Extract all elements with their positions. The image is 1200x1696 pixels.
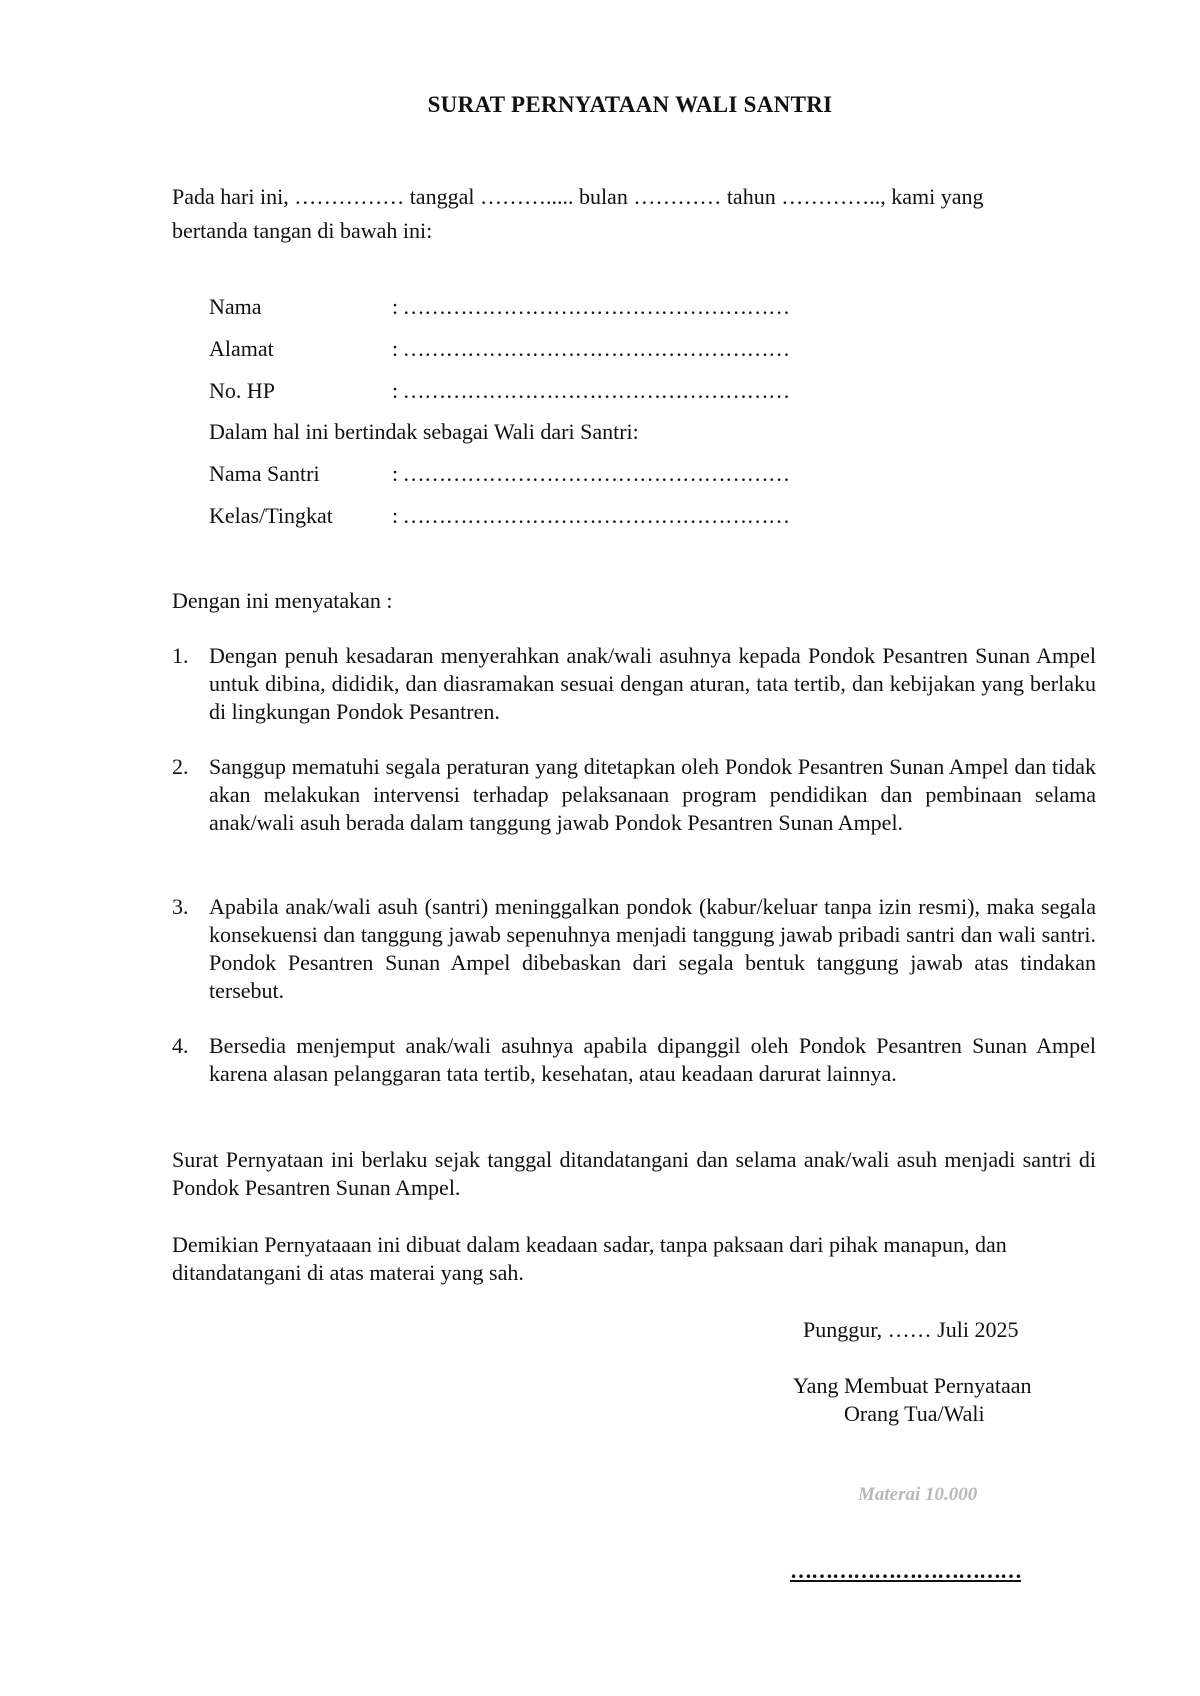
place-date: Punggur, …… Juli 2025 (803, 1317, 1019, 1342)
field-value-nama-santri: : ……………………………………………… (392, 461, 790, 486)
item-text: Bersedia menjemput anak/wali asuhnya apabila dipanggil oleh Pondok Pesantren Sunan Ampel karena alasan pelanggaran tata tertib, kesehatan, atau keadaan darurat lainnya. (209, 1033, 1096, 1086)
wali-note: Dalam hal ini bertindak sebagai Wali dari Santri: (209, 419, 639, 444)
validity-paragraph: Surat Pernyataan ini berlaku sejak tanggal ditandatangani dan selama anak/wali asuh menjadi santri di Pondok Pesantren Sunan Ampel. (172, 1147, 1096, 1200)
item-number: 3. (172, 894, 189, 919)
materai-placeholder: Materai 10.000 (858, 1484, 978, 1505)
signer-subrole: Orang Tua/Wali (844, 1401, 985, 1426)
signer-role: Yang Membuat Pernyataan (793, 1373, 1032, 1398)
item-number: 4. (172, 1033, 189, 1058)
field-label-kelas: Kelas/Tingkat (209, 503, 333, 528)
closing-paragraph: Demikian Pernyataaan ini dibuat dalam keadaan sadar, tanpa paksaan dari pihak manapun, dan ditandatangani di atas materai yang sah. (172, 1232, 1007, 1285)
field-value-nama: : ……………………………………………… (392, 294, 790, 319)
field-value-hp: : ……………………………………………… (392, 378, 790, 403)
field-label-nama-santri: Nama Santri (209, 461, 320, 486)
signature-line: …………………………… (790, 1558, 1021, 1583)
field-label-hp: No. HP (209, 378, 276, 403)
item-text: Apabila anak/wali asuh (santri) meninggalkan pondok (kabur/keluar tanpa izin resmi), maka segala konsekuensi dan tanggung jawab sepenuhnya menjadi tanggung jawab pribadi santri dan wali santri. Pondok Pesantren Sunan Ampel dibebaskan dari segala bentuk tanggung jawab atas tindakan tersebut. (209, 894, 1096, 1003)
item-number: 1. (172, 643, 189, 668)
intro-line-1: Pada hari ini, …………… tanggal ………..... bulan ………… tahun ………….., kami yang (172, 184, 984, 209)
field-label-nama: Nama (209, 294, 262, 319)
intro-paragraph (172, 180, 1096, 248)
field-value-kelas: : ……………………………………………… (392, 503, 790, 528)
intro-line-2: bertanda tangan di bawah ini: (172, 218, 433, 243)
item-text: Sanggup mematuhi segala peraturan yang ditetapkan oleh Pondok Pesantren Sunan Ampel dan tidak akan melakukan intervensi terhadap pelaksanaan program pendidikan dan pembinaan selama anak/wali asuh berada dalam tanggung jawab Pondok Pesantren Sunan Ampel. (209, 754, 1096, 835)
item-number: 2. (172, 754, 189, 779)
field-value-alamat: : ……………………………………………… (392, 336, 790, 361)
document-title: SURAT PERNYATAAN WALI SANTRI (427, 92, 833, 117)
field-label-alamat: Alamat (209, 336, 274, 361)
declaration-heading: Dengan ini menyatakan : (172, 588, 393, 613)
item-text: Dengan penuh kesadaran menyerahkan anak/wali asuhnya kepada Pondok Pesantren Sunan Ampel untuk dibina, dididik, dan diasramakan sesuai dengan aturan, tata tertib, dan kebijakan yang berlaku di lingkungan Pondok Pesantren. (209, 643, 1096, 724)
